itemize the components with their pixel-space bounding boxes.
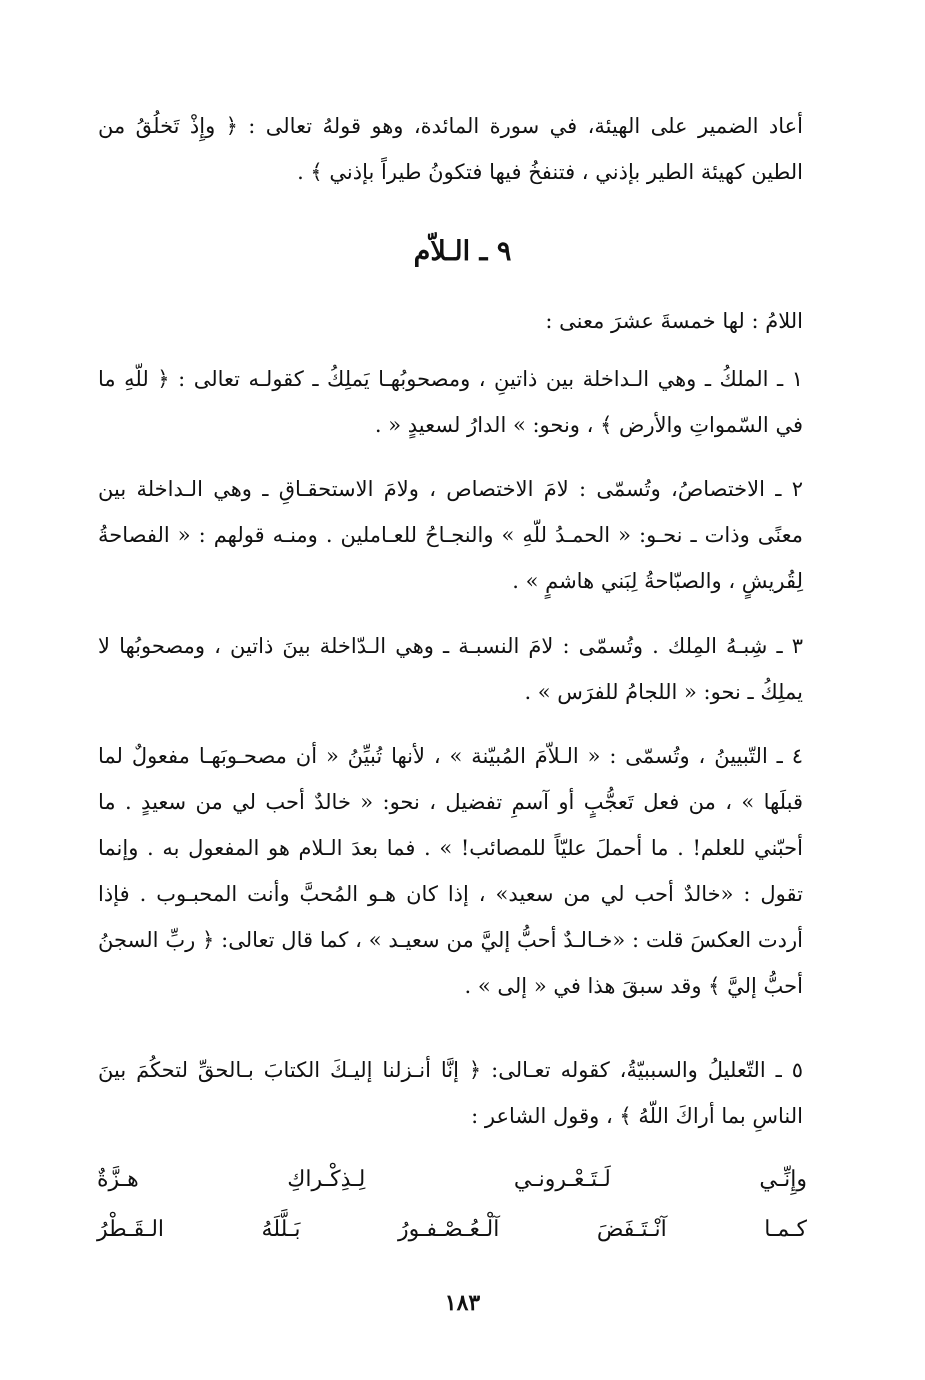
verse-line-1: وإِنِّـي لَـتَـعْـرونـي لِـذِكْـراكِ هـزَّةٌ (97, 1167, 807, 1192)
page-number: ١٨٣ (444, 1290, 481, 1316)
intro-paragraph: أعاد الضمير على الهيئة، في سورة المائدة، وهو قولهُ تعالى : ﴿ وإِذْ تَخلُقُ من الطين كهيئة الطير بإذني ، فتنفخُ فيها فتكونُ طيراً بإذني ﴾ . (98, 114, 803, 184)
item-paragraph-2: ٢ ـ الاختصاصُ، وتُسمّى : لامَ الاختصاص ، ولامَ الاستحقـاقِ ـ وهي الـداخلة بين معنًى وذات ـ نحـو: « الحمـدُ للّهِ » والنجـاحُ للعـاملين . ومنـه قولهم : « الفصاحةُ لِقُريشٍ ، والصبّاحةُ لِبَني هاشمٍ » . (98, 477, 803, 593)
item-paragraph-4: ٤ ـ التّبيينُ ، وتُسمّى : « الـلاّمَ المُبيّنة » ، لأنها تُبيِّنُ « أن مصحـوبَهـا مفعولٌ لما قبلَها » ، من فعل تَعجُّبٍ أو آسمِ تفضيل ، نحو: « خالدٌ أحب لي من سعيدٍ . ما أحبّني للعلم! . ما أحملَ عليّاً للمصائب! » . فما بعدَ الـلام هو المفعول به . وإنما تقول : «خالدٌ أحب لي من سعيد» ، إذا كان هـو المُحبَّ وأنت المحبـوب . فإذا أردت العكسَ قلت : «خـالـدٌ أحبُّ إليَّ من سعيـد » ، كما قال تعالى: ﴿ ربِّ السجنُ أحبُّ إليَّ ﴾ وقد سبقَ هذا في « إلى » . (98, 744, 803, 998)
item-paragraph-5: ٥ ـ التّعليلُ والسببيّةُ، كقوله تعـالى: ﴿ إنَّا أنـزلنا إليـكَ الكتابَ بـالحقِّ لتحكُمَ بينَ الناسِ بما أراكَ اللّهُ ﴾ ، وقول الشاعر : (98, 1058, 803, 1128)
item-paragraph-3: ٣ ـ شِبـهُ المِلك . وتُسمّى : لامَ النسبـة ـ وهي الـدّاخلة بينَ ذاتين ، ومصحوبُها لا يملِكُ ـ نحو: « اللجامُ للفرَس » . (98, 634, 803, 704)
item-paragraph-1: ١ ـ الملكُ ـ وهي الـداخلة بين ذاتينِ ، ومصحوبُهـا يَملِكُ ـ كقولـه تعالى : ﴿ للّهِ ما في السّمواتِ والأرض ﴾ ، ونحو: » الدارُ لسعيدٍ « . (98, 367, 803, 437)
section-heading: ٩ ـ الـلاّم (413, 236, 512, 267)
lead-line: اللامُ : لها خمسةَ عشرَ معنى : (545, 309, 803, 333)
verse-line-2: كـمـا آنْـتَـفَضَ آلْـعُـصْـفـورُ بَـلَّلَهُ الـقَـطْرُ (97, 1217, 807, 1242)
